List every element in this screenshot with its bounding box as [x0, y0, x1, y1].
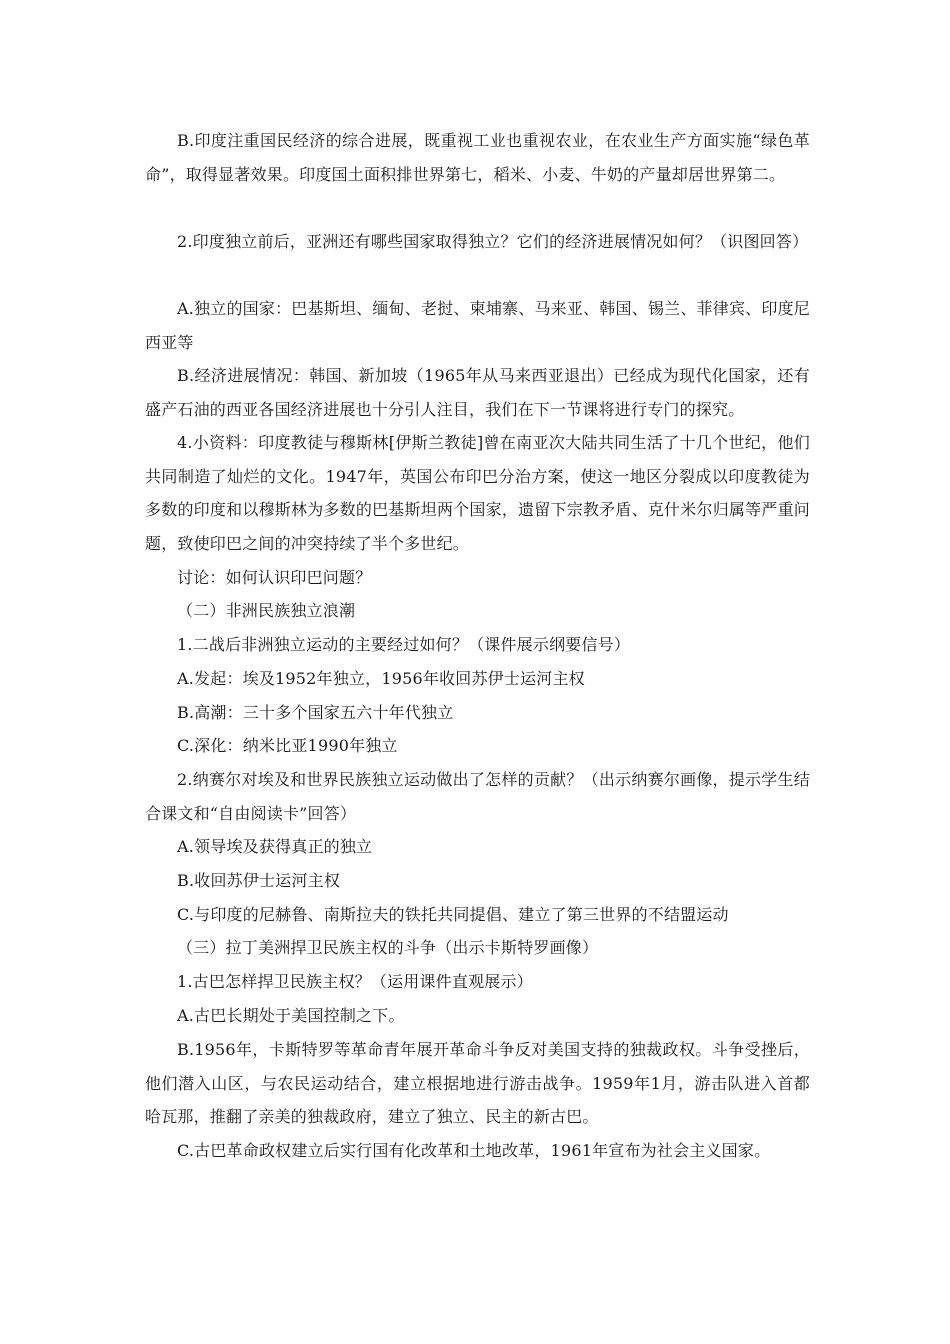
paragraph-africa-b: B.高潮：三十多个国家五六十年代独立	[177, 703, 454, 722]
paragraph-nasser-a: A.领导埃及获得真正的独立	[177, 837, 373, 856]
paragraph-africa-a: A.发起：埃及1952年独立，1956年收回苏伊士运河主权	[177, 669, 585, 688]
paragraph-cuba-c: C.古巴革命政权建立后实行国有化改革和土地改革，1961年宣布为社会主义国家。	[177, 1141, 771, 1160]
paragraph-question-nasser: 2.纳赛尔对埃及和世界民族独立运动做出了怎样的贡献？（出示纳赛尔画像，提示学生结合课文和“自由阅读卡”回答）	[145, 770, 810, 823]
section-heading-africa: （二）非洲民族独立浪潮	[177, 601, 356, 620]
paragraph-question-africa: 1.二战后非洲独立运动的主要经过如何？（课件展示纲要信号）	[177, 635, 631, 654]
paragraph-india-economy: B.印度注重国民经济的综合进展，既重视工业也重视农业，在农业生产方面实施“绿色革命”，取得显著效果。印度国土面积排世界第七，稻米、小麦、牛奶的产量却居世界第二。	[145, 131, 810, 184]
paragraph-nasser-c: C.与印度的尼赫鲁、南斯拉夫的铁托共同提倡、建立了第三世界的不结盟运动	[177, 905, 729, 924]
paragraph-cuba-a: A.古巴长期处于美国控制之下。	[177, 1006, 405, 1025]
paragraph-nasser-b: B.收回苏伊士运河主权	[177, 871, 341, 890]
paragraph-small-material: 4.小资料：印度教徒与穆斯林[伊斯兰教徒]曾在南亚次大陆共同生活了十几个世纪，他们共同制造了灿烂的文化。1947年，英国公布印巴分治方案，使这一地区分裂成以印度教徒为多数的印度和以穆斯林为多数的巴基斯坦两个国家，遗留下宗教矛盾、克什米尔归属等严重问题，致使印巴之间的冲突持续了半个多世纪。	[145, 433, 810, 553]
paragraph-africa-c: C.深化：纳米比亚1990年独立	[177, 736, 398, 755]
paragraph-economic-progress: B.经济进展情况：韩国、新加坡（1965年从马来西亚退出）已经成为现代化国家，还有盛产石油的西亚各国经济进展也十分引人注目，我们在下一节课将进行专门的探究。	[145, 366, 810, 419]
paragraph-discussion: 讨论：如何认识印巴问题？	[177, 568, 372, 587]
paragraph-independent-countries: A.独立的国家：巴基斯坦、缅甸、老挝、柬埔寨、马来亚、韩国、锡兰、菲律宾、印度尼西亚等	[145, 299, 810, 352]
paragraph-cuba-b: B.1956年，卡斯特罗等革命青年展开革命斗争反对美国支持的独裁政权。斗争受挫后，他们潜入山区，与农民运动结合，建立根据地进行游击战争。1959年1月，游击队进入首都哈瓦那，推翻了亲美的独裁政府，建立了独立、民主的新古巴。	[145, 1040, 810, 1127]
paragraph-question-cuba: 1.古巴怎样捍卫民族主权？（运用课件直观展示）	[177, 972, 533, 991]
section-heading-latin-america: （三）拉丁美洲捍卫民族主权的斗争（出示卡斯特罗画像）	[177, 938, 599, 957]
paragraph-question-asia: 2.印度独立前后，亚洲还有哪些国家取得独立？它们的经济进展情况如何？（识图回答）	[177, 232, 809, 251]
